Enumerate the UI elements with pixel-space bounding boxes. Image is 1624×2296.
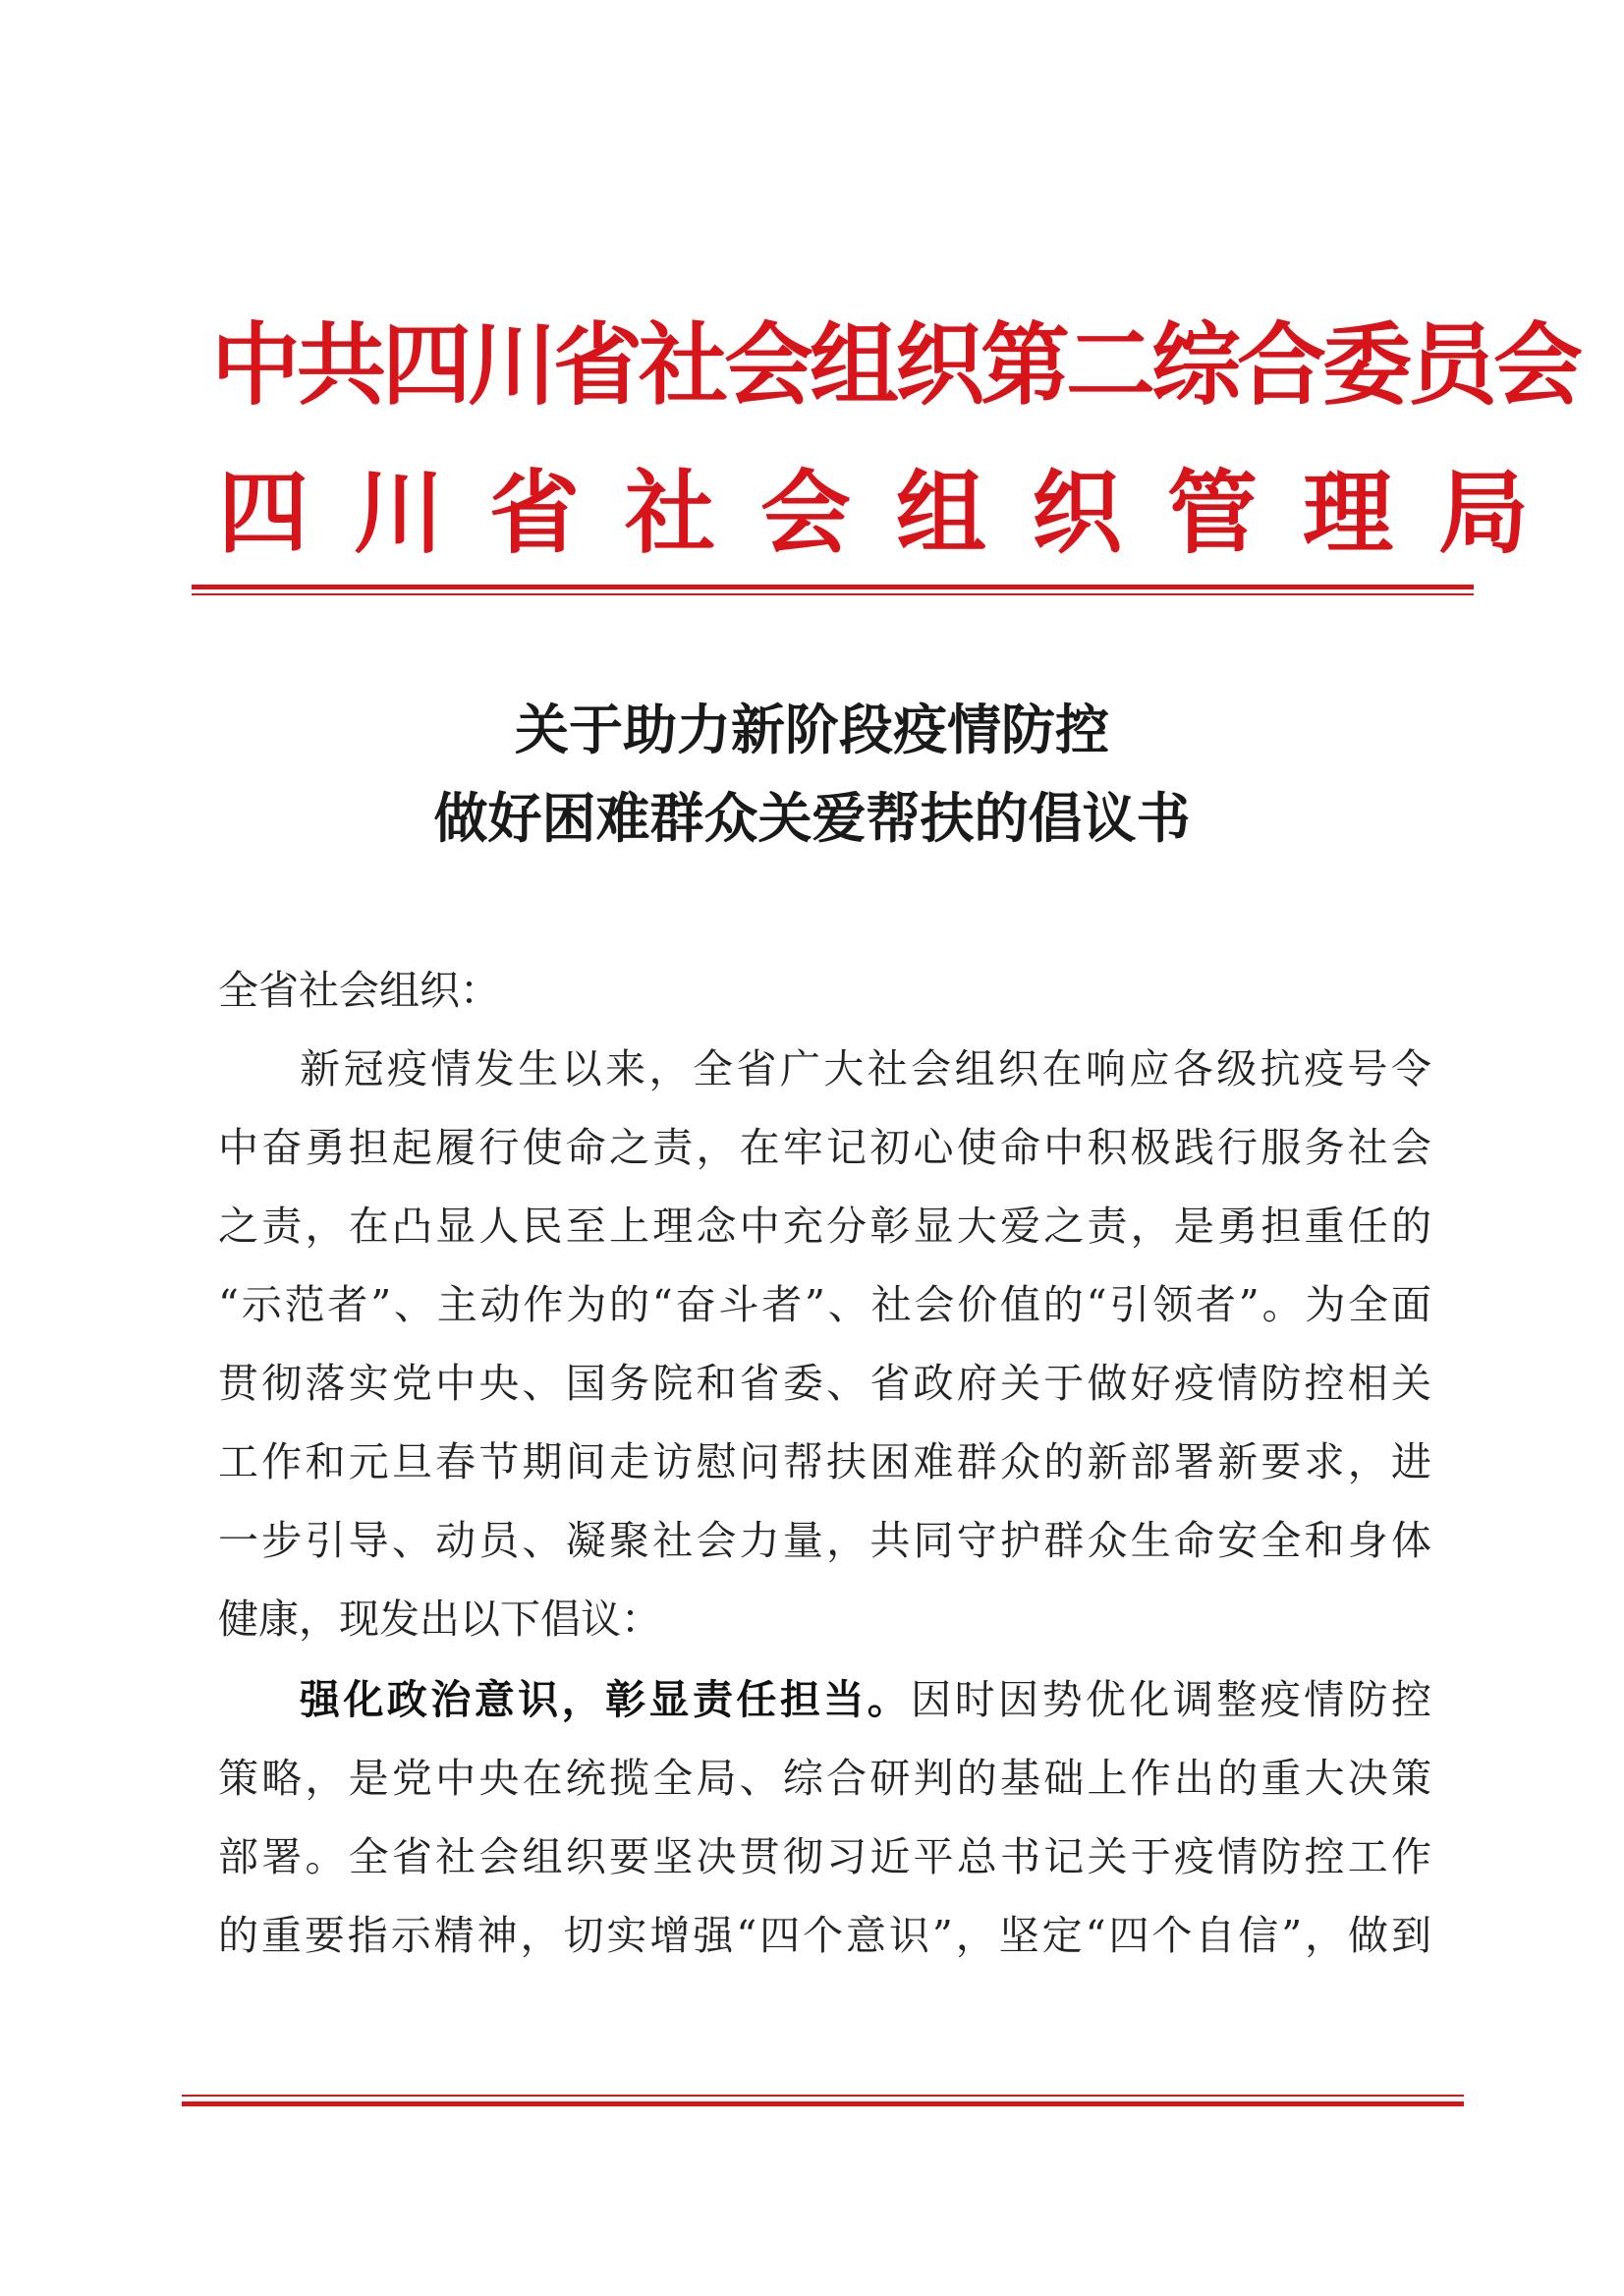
paragraph2-heading: 强化政治意识，彰显责任担当。 [300, 1676, 912, 1723]
paragraph1-line: 中奋勇担起履行使命之责，在牢记初心使命中积极践行服务社会 [218, 1124, 1431, 1171]
org-name-line1: 中共四川省社会组织第二综合委员会 [211, 314, 1580, 418]
paragraph1-line: 贯彻落实党中央、国务院和省委、省政府关于做好疫情防控相关 [218, 1360, 1431, 1407]
paragraph1-line: “示范者”、主动作为的“奋斗者”、社会价值的“引领者”。为全面 [218, 1281, 1431, 1328]
paragraph1-line: 工作和元旦春节期间走访慰问帮扶困难群众的新部署新要求，进 [218, 1438, 1431, 1485]
paragraph1-line: 之责，在凸显人民至上理念中充分彰显大爱之责，是勇担重任的 [218, 1203, 1431, 1250]
document-title-line1: 关于助力新阶段疫情防控 [514, 698, 1109, 761]
paragraph2-line: 的重要指示精神，切实增强“四个意识”，坚定“四个自信”，做到 [218, 1912, 1431, 1959]
paragraph1-line: 健康，现发出以下倡议： [218, 1596, 661, 1643]
salutation: 全省社会组织： [218, 967, 500, 1014]
org-name-line2: 四川省社会组织管理局 [218, 461, 1575, 566]
paragraph2-line: 策略，是党中央在统揽全局、综合研判的基础上作出的重大决策 [218, 1755, 1431, 1802]
paragraph1-line: 新冠疫情发生以来，全省广大社会组织在响应各级抗疫号令 [300, 1045, 1431, 1092]
paragraph2-line: 部署。全省社会组织要坚决贯彻习近平总书记关于疫情防控工作 [218, 1833, 1431, 1880]
paragraph2-first-rest: 因时因势优化调整疫情防控 [911, 1676, 1432, 1723]
footer-rule-thin [182, 2095, 1464, 2097]
header-rule-thick [192, 585, 1474, 589]
paragraph1-line: 一步引导、动员、凝聚社会力量，共同守护群众生命安全和身体 [218, 1517, 1431, 1564]
document-title-line2: 做好困难群众关爱帮扶的倡议书 [433, 786, 1191, 850]
paragraph2-first-line [300, 1670, 1431, 1729]
footer-rule-thick [182, 2101, 1464, 2106]
header-rule-thin [192, 593, 1474, 595]
